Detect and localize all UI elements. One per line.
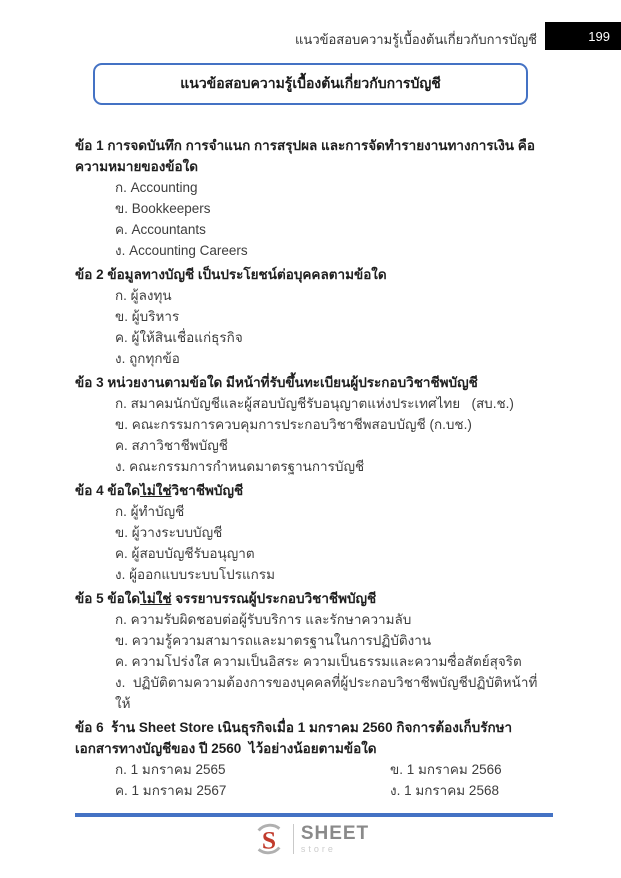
document-title: แนวข้อสอบความรู้เบื้องต้นเกี่ยวกับการบัญชี (180, 75, 441, 91)
question-header-text: ข้อ 1 การจดบันทึก การจำแนก การสรุปผล และการจัดทำรายงานทางการเงิน คือความหมายของข้อใด (75, 138, 535, 174)
option-item: ข. ผู้วางระบบบัญชี (115, 525, 223, 540)
question-options (75, 759, 547, 801)
option-item: ง. ถูกทุกข้อ (115, 351, 180, 366)
option-item: ค. ผู้สอบบัญชีรับอนุญาต (115, 546, 255, 561)
question-header (75, 480, 547, 501)
question-header-text: ข้อ 5 ข้อใด (75, 591, 141, 606)
question-options (75, 609, 547, 714)
document-title-box (93, 63, 528, 105)
question-options (75, 177, 547, 261)
question-header (75, 588, 547, 609)
option-item: ค. สภาวิชาชีพบัญชี (115, 438, 228, 453)
sheet-store-logo-icon (252, 822, 286, 856)
option-item: ข. คณะกรรมการควบคุมการประกอบวิชาชีพสอบบัญชี (ก.บช.) (115, 417, 472, 432)
option-item: ก. ผู้ทำบัญชี (115, 504, 185, 519)
questions-container (75, 135, 547, 804)
option-item: ง. คณะกรรมการกำหนดมาตรฐานการบัญชี (115, 459, 365, 474)
question-options (75, 285, 547, 369)
question-header-text: วิชาชีพบัญชี (171, 483, 244, 498)
question-header (75, 135, 547, 177)
page-number: 199 (588, 28, 610, 44)
question-options (75, 393, 547, 477)
option-item: ก. Accounting (115, 180, 198, 195)
option-item: ก. ความรับผิดชอบต่อผู้รับบริการ และรักษาความลับ (115, 612, 412, 627)
question-options (75, 501, 547, 585)
option-item: ค. ผู้ให้สินเชื่อแก่ธุรกิจ (115, 330, 243, 345)
question-header-underlined-text: ไม่ใช่ (140, 591, 172, 606)
question-header (75, 264, 547, 285)
question-block (75, 264, 547, 369)
question-header-text: ข้อ 2 ข้อมูลทางบัญชี เป็นประโยชน์ต่อบุคคลตามข้อใด (75, 267, 387, 282)
option-item: ก. 1 มกราคม 2565 (115, 762, 226, 777)
option-item: ข. ผู้บริหาร (115, 309, 180, 324)
question-header (75, 717, 547, 759)
svg-text:S: S (261, 825, 276, 855)
question-header-text: ข้อ 4 ข้อใด (75, 483, 141, 498)
question-header-text: ข้อ 3 หน่วยงานตามข้อใด มีหน้าที่รับขึ้นทะเบียนผู้ประกอบวิชาชีพบัญชี (75, 375, 478, 390)
option-item: ค. Accountants (115, 222, 206, 237)
question-header-underlined-text: ไม่ใช่ (140, 483, 172, 498)
option-item: ง. ผู้ออกแบบระบบโปรแกรม (115, 567, 275, 582)
option-item: ค. 1 มกราคม 2567 (115, 783, 227, 798)
question-block (75, 717, 547, 801)
question-header-text: ข้อ 6 ร้าน Sheet Store เนินธุรกิจเมื่อ 1 มกราคม 2560 กิจการต้องเก็บรักษาเอกสารทางบัญชีของ ปี 2560 ไว้อย่างน้อยตามข้อใด (75, 720, 513, 756)
logo-divider (293, 824, 294, 854)
option-item: ง. ปฏิบัติตามความต้องการของบุคคลที่ผู้ประกอบวิชาชีพบัญชีปฏิบัติหน้าที่ให้ (115, 675, 538, 711)
question-block (75, 372, 547, 477)
sheet-store-logo (0, 822, 621, 856)
option-item: ก. ผู้ลงทุน (115, 288, 172, 303)
logo-wordmark (301, 824, 369, 854)
logo-text-store: store (300, 844, 336, 854)
footer-divider-bar (75, 813, 553, 817)
page-number-badge (545, 22, 621, 50)
question-header-text: จรรยาบรรณผู้ประกอบวิชาชีพบัญชี (171, 591, 377, 606)
option-item: ข. ความรู้ความสามารถและมาตรฐานในการปฏิบัติงาน (115, 633, 432, 648)
option-item: ข. Bookkeepers (115, 201, 211, 216)
logo-text-sheet: SHEET (300, 823, 370, 844)
option-item: ค. ความโปร่งใส ความเป็นอิสระ ความเป็นธรรมและความซื่อสัตย์สุจริต (115, 654, 522, 669)
option-item: ง. 1 มกราคม 2568 (390, 783, 499, 798)
running-header-text: แนวข้อสอบความรู้เบื้องต้นเกี่ยวกับการบัญชี (295, 32, 537, 47)
option-item: ง. Accounting Careers (115, 243, 248, 258)
option-item: ก. สมาคมนักบัญชีและผู้สอบบัญชีรับอนุญาตแห่งประเทศไทย (สบ.ช.) (115, 396, 514, 411)
question-header (75, 372, 547, 393)
option-item: ข. 1 มกราคม 2566 (390, 762, 502, 777)
question-block (75, 588, 547, 714)
question-block (75, 480, 547, 585)
question-block (75, 135, 547, 261)
